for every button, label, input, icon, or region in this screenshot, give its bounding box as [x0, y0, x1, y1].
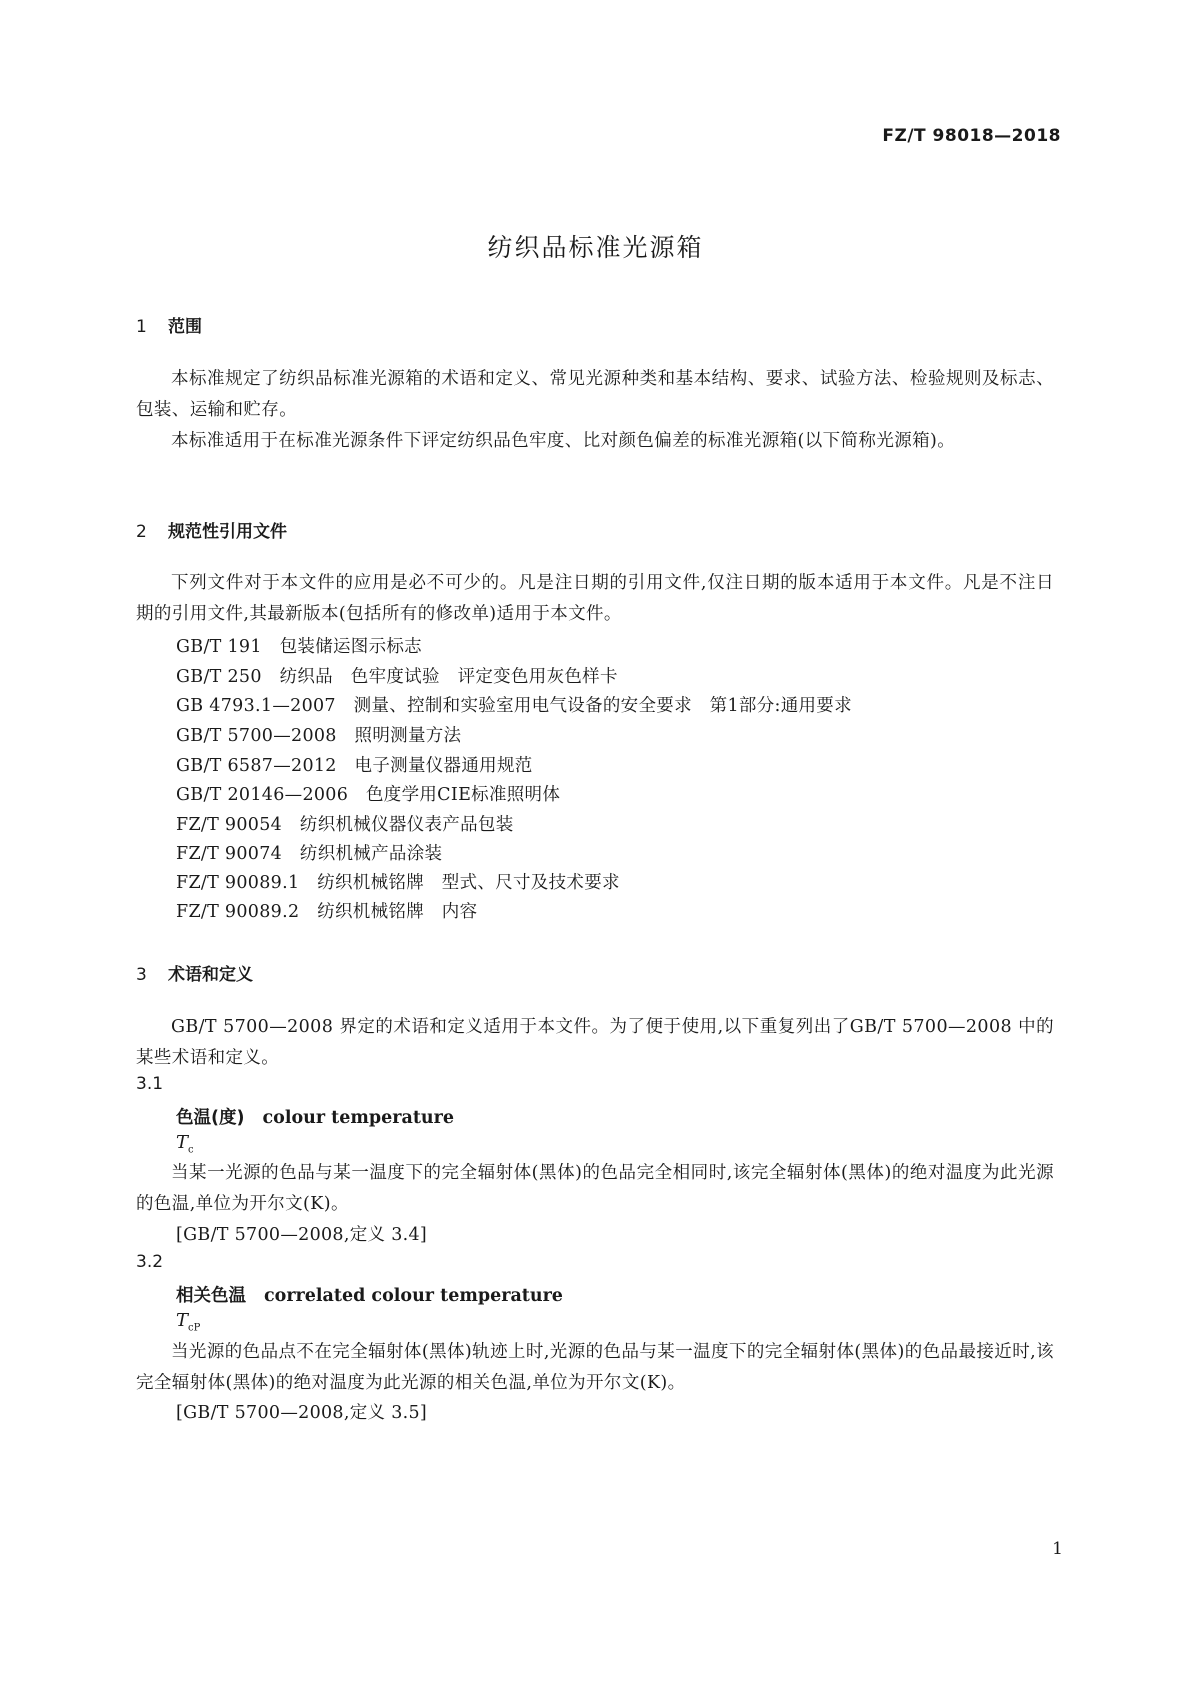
reference-item: GB 4793.1—2007 测量、控制和实验室用电气设备的安全要求 第1部分:通用要求 — [176, 696, 852, 716]
reference-item: FZ/T 90089.2 纺织机械铭牌 内容 — [176, 902, 478, 922]
reference-item: GB/T 191 包装储运图示标志 — [176, 637, 422, 657]
section-title: 术语和定义 — [168, 965, 253, 985]
section-1-para-1: 本标准规定了纺织品标准光源箱的术语和定义、常见光源种类和基本结构、要求、试验方法、检验规则及标志、包装、运输和贮存。 — [136, 369, 1054, 420]
page-title: 纺织品标准光源箱 — [487, 233, 704, 262]
reference-item: GB/T 250 纺织品 色牢度试验 评定变色用灰色样卡 — [176, 667, 618, 687]
symbol-subscript: cP — [188, 1322, 201, 1334]
section-number: 3 — [136, 965, 147, 985]
reference-item: FZ/T 90074 纺织机械产品涂装 — [176, 844, 443, 864]
section-title: 范围 — [168, 317, 202, 337]
term-symbol — [176, 1310, 200, 1334]
symbol-letter: T — [176, 1132, 189, 1153]
reference-item: GB/T 6587—2012 电子测量仪器通用规范 — [176, 756, 533, 776]
term-heading — [176, 1282, 563, 1307]
symbol-subscript: c — [188, 1144, 194, 1156]
section-2-heading — [136, 517, 287, 542]
section-2-para: 下列文件对于本文件的应用是必不可少的。凡是注日期的引用文件,仅注日期的版本适用于本文件。凡是不注日期的引用文件,其最新版本(包括所有的修改单)适用于本文件。 — [136, 573, 1054, 624]
term-definition: 当光源的色品点不在完全辐射体(黑体)轨迹上时,光源的色品与某一温度下的完全辐射体(黑体)的色品最接近时,该完全辐射体(黑体)的绝对温度为此光源的相关色温,单位为开尔文(K)。 — [136, 1342, 1054, 1393]
term-source: [GB/T 5700—2008,定义 3.5] — [176, 1403, 428, 1423]
term-source: [GB/T 5700—2008,定义 3.4] — [176, 1225, 428, 1245]
section-title: 规范性引用文件 — [168, 522, 287, 542]
term-heading — [176, 1104, 454, 1129]
section-1-heading — [136, 312, 202, 337]
reference-item: FZ/T 90089.1 纺织机械铭牌 型式、尺寸及技术要求 — [176, 873, 620, 893]
section-number: 1 — [136, 317, 147, 337]
term-number: 3.1 — [136, 1074, 164, 1094]
term-number: 3.2 — [136, 1252, 164, 1272]
symbol-letter: T — [176, 1310, 189, 1331]
term-en: correlated colour temperature — [264, 1286, 563, 1306]
reference-item: FZ/T 90054 纺织机械仪器仪表产品包装 — [176, 815, 514, 835]
reference-item: GB/T 20146—2006 色度学用CIE标准照明体 — [176, 785, 561, 805]
term-symbol — [176, 1132, 194, 1156]
page-number: 1 — [1052, 1539, 1063, 1559]
term-zh: 相关色温 — [176, 1286, 246, 1306]
term-zh: 色温(度) — [176, 1108, 245, 1128]
reference-item: GB/T 5700—2008 照明测量方法 — [176, 726, 462, 746]
section-3-heading — [136, 960, 253, 985]
section-1-para-2: 本标准适用于在标准光源条件下评定纺织品色牢度、比对颜色偏差的标准光源箱(以下简称光源箱)。 — [171, 431, 956, 451]
standard-code: FZ/T 98018—2018 — [882, 126, 1061, 146]
term-definition: 当某一光源的色品与某一温度下的完全辐射体(黑体)的色品完全相同时,该完全辐射体(黑体)的绝对温度为此光源的色温,单位为开尔文(K)。 — [136, 1163, 1054, 1214]
section-number: 2 — [136, 522, 147, 542]
section-3-para: GB/T 5700—2008 界定的术语和定义适用于本文件。为了便于使用,以下重复列出了GB/T 5700—2008 中的某些术语和定义。 — [136, 1017, 1054, 1068]
term-en: colour temperature — [262, 1108, 455, 1128]
